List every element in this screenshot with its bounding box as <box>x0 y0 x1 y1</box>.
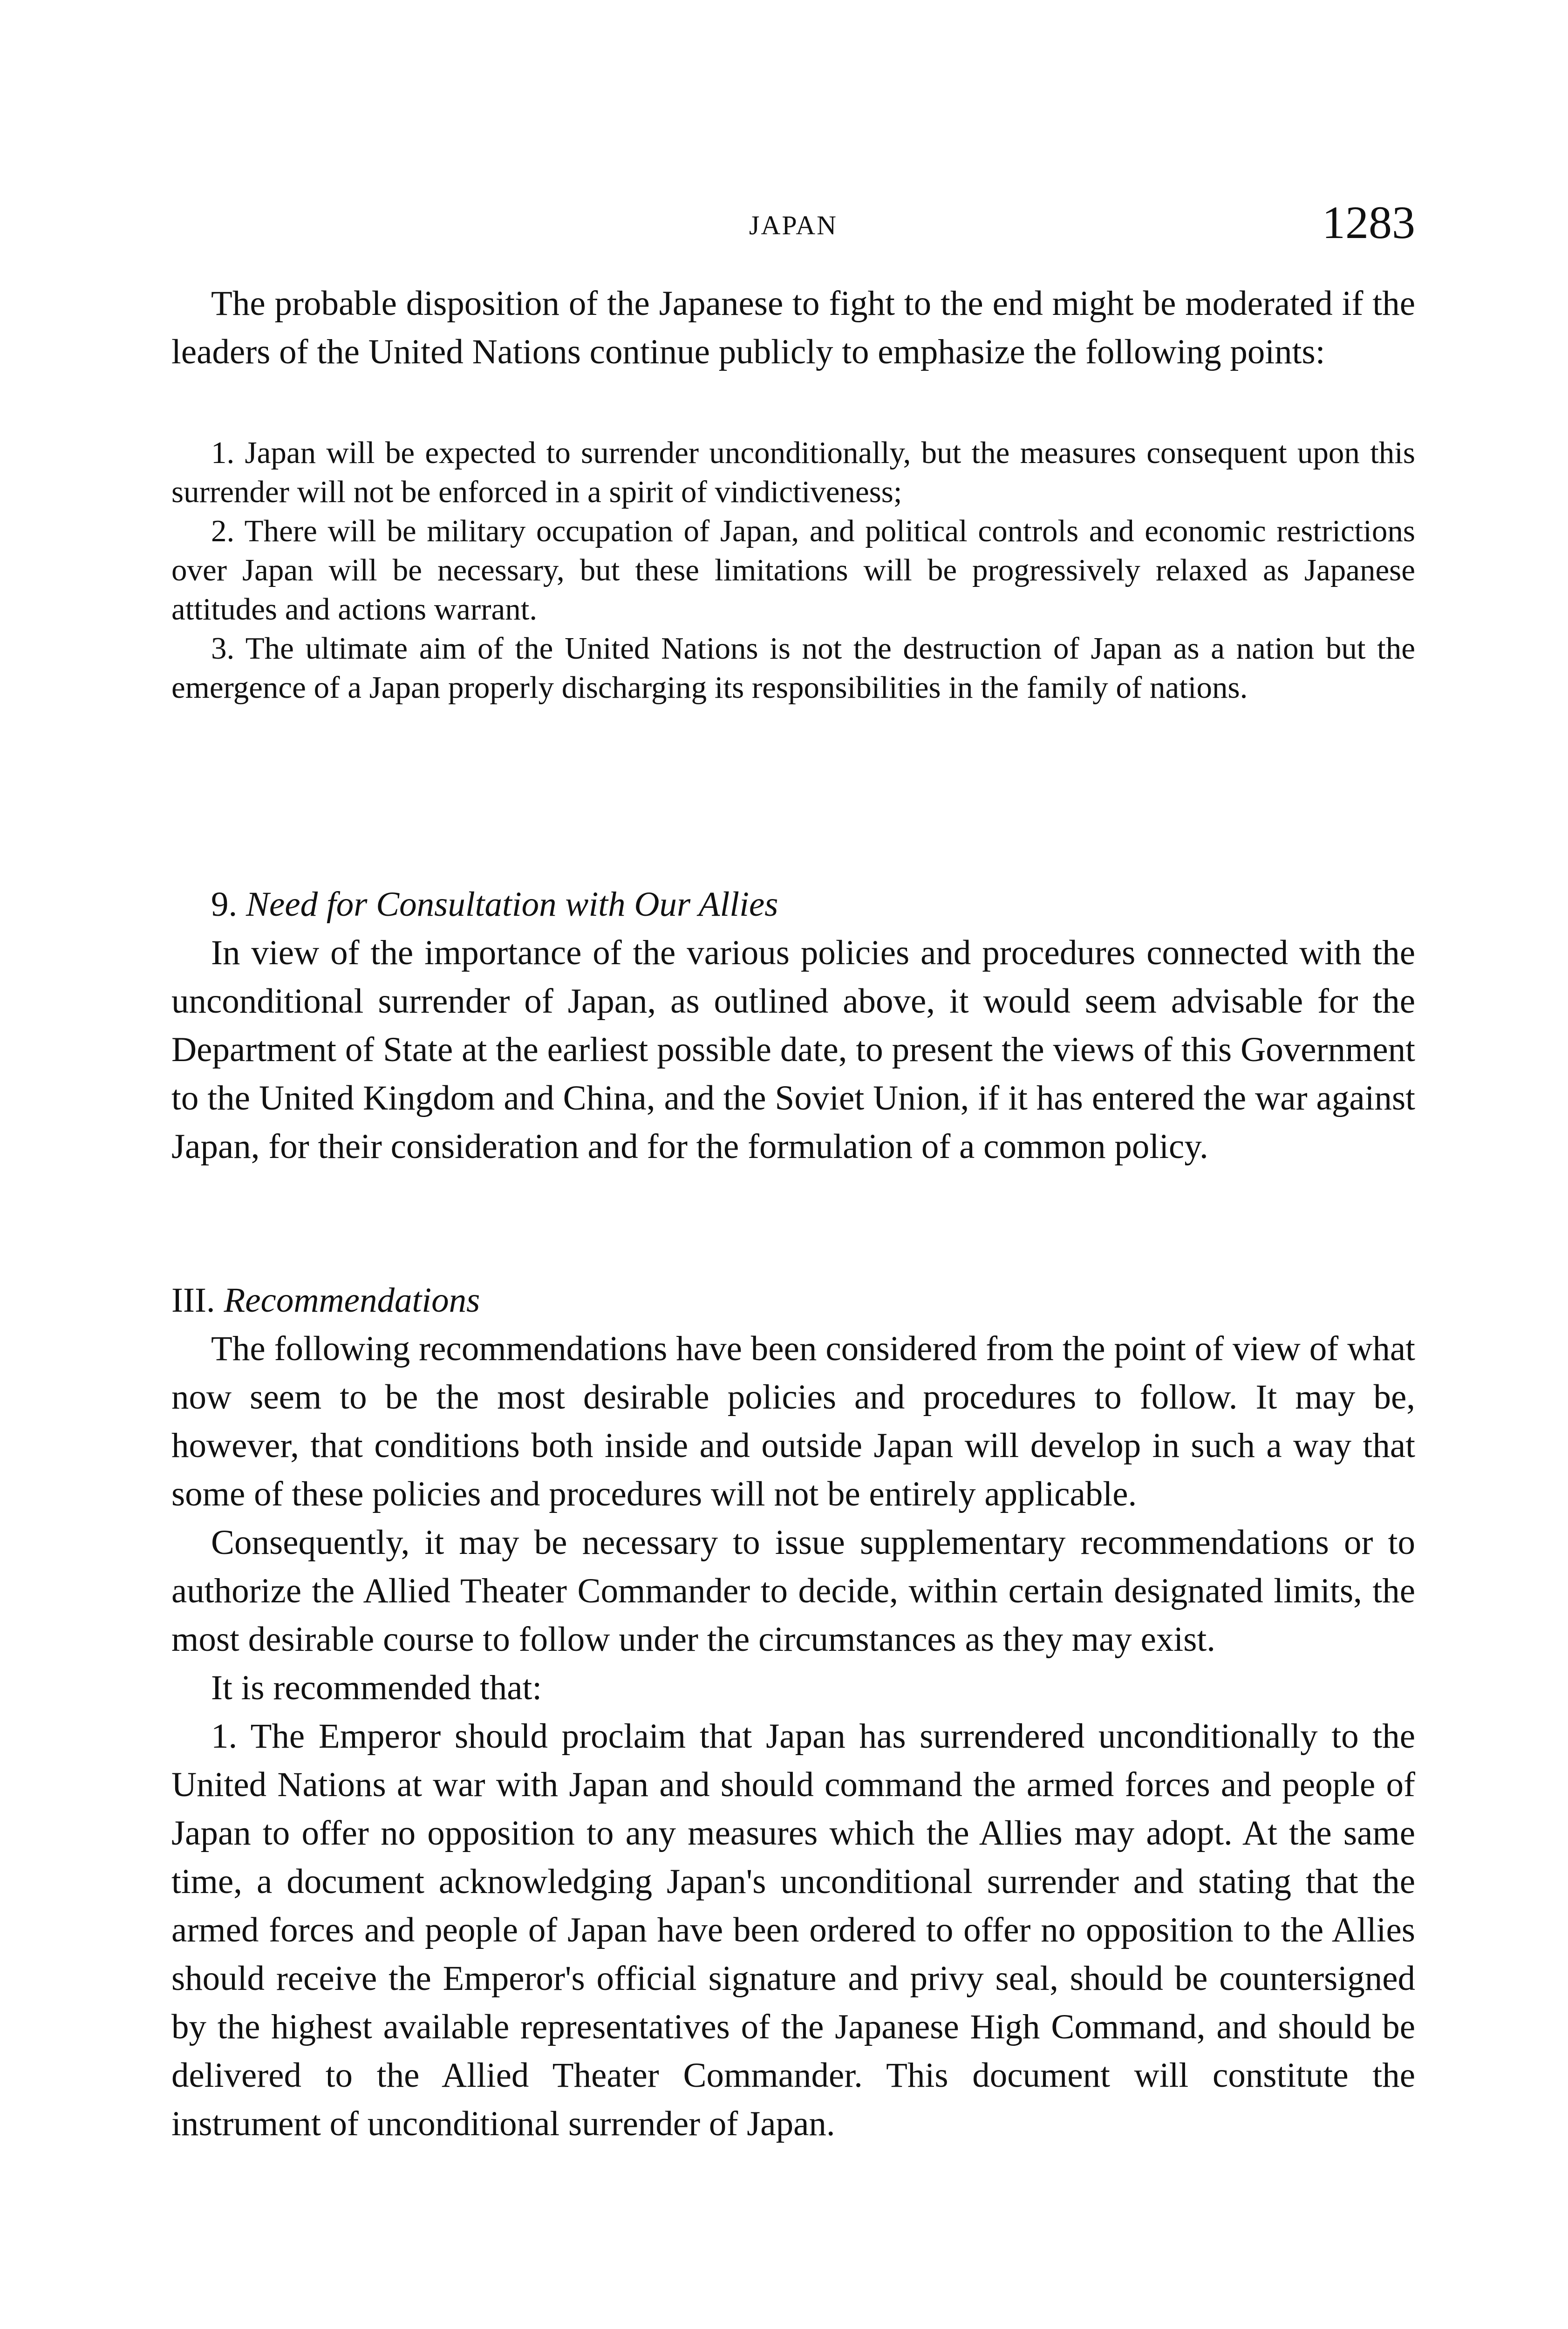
recommendations-paragraph-3: It is recommended that: <box>211 1668 542 1707</box>
section-9-paragraph: In view of the importance of the various policies and procedures connected with the unconditional surrender of Japan, as outlined above, it would seem advisable for the Department of State at the earliest possible date, to present the views of this Government to the United Kingdom and China, and the Soviet Union, if it has entered the war against Japan, for their consideration and for the formulation of a common policy. <box>171 933 1415 1166</box>
recommendations-paragraph-2: Consequently, it may be necessary to issue supplementary recommendations or to authorize the Allied Theater Commander to decide, within certain designated limits, the most desirable course to follow under the circumstances as they may exist. <box>171 1523 1415 1659</box>
document-page <box>171 0 1415 2329</box>
section-9-number: 9. <box>211 885 238 924</box>
intro-block <box>171 279 1415 376</box>
point-item-2: 2. There will be military occupation of Japan, and political controls and economic restrictions over Japan will be necessary, but these limitations will be progressively relaxed as Japanese attitudes and actions warrant. <box>171 514 1415 627</box>
point-item-1: 1. Japan will be expected to surrender unconditionally, but the measures consequent upon this surrender will not be enforced in a spirit of vindictiveness; <box>171 436 1415 509</box>
section-iii-title: Recommendations <box>224 1281 480 1320</box>
section-iii-heading <box>171 1276 1415 1325</box>
points-list <box>171 433 1415 707</box>
section-9-heading <box>171 880 1415 929</box>
page-header <box>171 196 1415 256</box>
recommendation-item-1: 1. The Emperor should proclaim that Japan has surrendered unconditionally to the United Nations at war with Japan and should command the armed forces and people of Japan to offer no opposition to any measures which the Allies may adopt. At the same time, a document acknowledging Japan's unconditional surrender and stating that the armed forces and people of Japan have been ordered to offer no opposition to the Allies should receive the Emperor's official signature and privy seal, should be countersigned by the highest available representatives of the Japanese High Command, and should be delivered to the Allied Theater Commander. This document will constitute the instrument of unconditional surrender of Japan. <box>171 1717 1415 2143</box>
section-iii-number: III. <box>171 1281 215 1320</box>
page-number: 1283 <box>1322 197 1415 248</box>
recommendations-paragraph-1: The following recommendations have been considered from the point of view of what now seem to be the most desirable policies and procedures to follow. It may be, however, that conditions both inside and outside Japan will develop in such a way that some of these policies and procedures will not be entirely applicable. <box>171 1329 1415 1513</box>
point-item-3: 3. The ultimate aim of the United Nations is not the destruction of Japan as a nation but the emergence of a Japan properly discharging its responsibilities in the family of nations. <box>171 631 1415 705</box>
section-9 <box>171 880 1415 1171</box>
intro-paragraph: The probable disposition of the Japanese to fight to the end might be moderated if the leaders of the United Nations continue publicly to emphasize the following points: <box>171 284 1415 371</box>
running-head: JAPAN <box>749 210 838 240</box>
section-iii <box>171 1276 1415 2148</box>
section-9-title: Need for Consultation with Our Allies <box>246 885 778 924</box>
